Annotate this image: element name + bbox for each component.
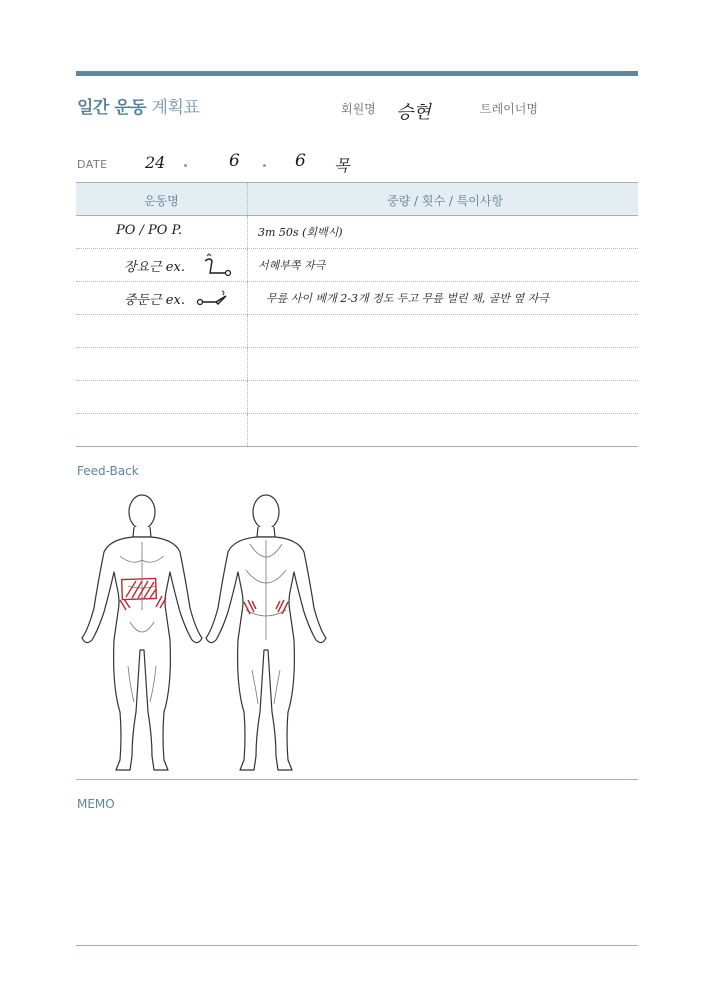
table-header [76,182,638,216]
member-label: 회원명 [341,102,376,116]
body-front-figure [76,490,208,775]
note-cell[interactable]: 무릎 사이 베개 2-3개 정도 두고 무릎 벌린 채, 골반 옆 자극 [266,292,549,305]
body-back-figure [200,490,332,775]
exercise-cell[interactable]: PO / PO P. [116,223,182,238]
trainer-label: 트레이너명 [480,102,538,116]
feedback-label: Feed-Back [77,464,139,478]
date-label: DATE [77,158,108,171]
title-bold: 일간 운동 [77,98,147,118]
note-cell[interactable]: 3m 50s (회백시) [258,226,343,239]
member-value[interactable]: 승현 [396,102,431,123]
title-light: 계획표 [151,98,200,118]
feedback-divider [76,779,638,780]
table-row [76,348,638,381]
hip-flexor-sketch-icon [202,253,232,279]
column-divider [247,249,248,281]
date-year[interactable]: 24 [145,153,166,172]
column-divider [247,414,248,446]
column-divider [247,216,248,248]
exercise-cell[interactable]: 중둔근 ex. [124,293,185,308]
exercise-table [76,182,638,447]
table-row [76,282,638,315]
column-divider [247,381,248,413]
page-title [77,93,199,118]
exercise-column-header: 운동명 [144,194,179,208]
memo-bottom-divider [76,945,638,946]
table-row [76,381,638,414]
column-divider [247,183,248,215]
column-divider [247,348,248,380]
date-weekday[interactable]: 목 [334,156,350,175]
table-row [76,414,638,447]
exercise-cell[interactable]: 장요근 ex. [124,260,185,275]
table-row [76,216,638,249]
notes-column-header: 중량 / 횟수 / 특이사항 [387,194,504,208]
date-month[interactable]: 6 [229,151,240,171]
date-separator [184,164,187,167]
date-day[interactable]: 6 [295,151,306,171]
date-separator [263,164,266,167]
column-divider [247,282,248,314]
clamshell-sketch-icon [196,288,230,310]
top-accent-bar [76,71,638,76]
memo-label: MEMO [77,797,115,811]
table-row [76,249,638,282]
table-row [76,315,638,348]
column-divider [247,315,248,347]
note-cell[interactable]: 서혜부쪽 자극 [258,259,326,272]
